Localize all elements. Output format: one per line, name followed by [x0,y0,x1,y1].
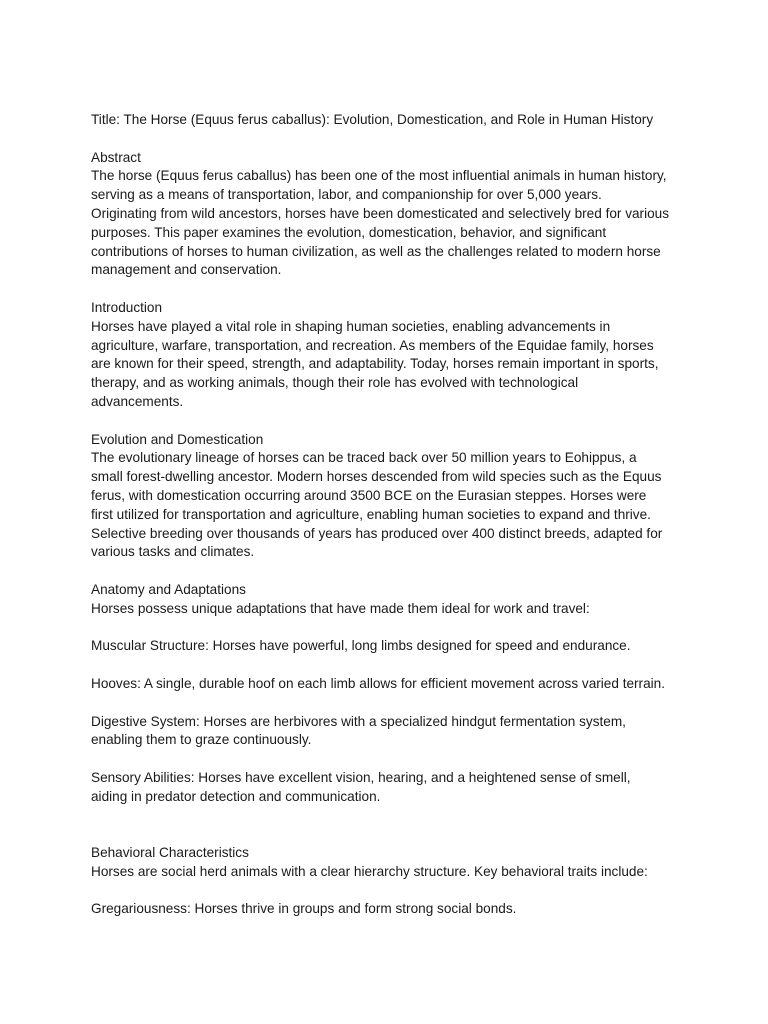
abstract-heading: Abstract [91,149,141,165]
document-title: Title: The Horse (Equus ferus caballus): Evolution, Domestication, and Role in Human History [91,112,654,127]
anatomy-muscular-item: Muscular Structure: Horses have powerful, long limbs designed for speed and endurance. [91,638,631,654]
anatomy-digestive-item: enabling them to graze continuously. [91,732,312,748]
anatomy-sensory-item: aiding in predator detection and communication. [91,788,381,804]
anatomy-heading: Anatomy and Adaptations [91,581,246,597]
anatomy-sensory-item: Sensory Abilities: Horses have excellent vision, hearing, and a heightened sense of smell, [91,769,631,785]
introduction-line: are known for their speed, strength, and adaptability. Today, horses remain important in sports, [91,356,659,372]
behavior-gregariousness-item: Gregariousness: Horses thrive in groups and form strong social bonds. [91,901,517,917]
document-page [91,111,701,919]
abstract-line: contributions of horses to human civilization, as well as the challenges related to modern horse [91,243,661,259]
abstract-line: serving as a means of transportation, labor, and companionship for over 5,000 years. [91,187,602,203]
evolution-line: The evolutionary lineage of horses can be traced back over 50 million years to Eohippus, a [91,450,637,466]
evolution-line: first utilized for transportation and agriculture, enabling human societies to expand and thrive. [91,506,651,522]
introduction-line: therapy, and as working animals, though their role has evolved with technological [91,375,579,391]
introduction-line: advancements. [91,393,184,409]
evolution-line: small forest-dwelling ancestor. Modern horses descended from wild species such as the Equus [91,469,662,485]
behavior-intro: Horses are social herd animals with a clear hierarchy structure. Key behavioral traits include: [91,863,648,879]
anatomy-digestive-item: Digestive System: Horses are herbivores with a specialized hindgut fermentation system, [91,713,626,729]
anatomy-hooves-item: Hooves: A single, durable hoof on each limb allows for efficient movement across varied terrain. [91,675,666,691]
evolution-line: ferus, with domestication occurring around 3500 BCE on the Eurasian steppes. Horses were [91,487,647,503]
abstract-line: Originating from wild ancestors, horses have been domesticated and selectively bred for various [91,205,670,221]
evolution-line: Selective breeding over thousands of years has produced over 400 distinct breeds, adapted for [91,525,663,541]
abstract-line: management and conservation. [91,262,282,278]
anatomy-intro: Horses possess unique adaptations that have made them ideal for work and travel: [91,600,590,616]
introduction-line: Horses have played a vital role in shaping human societies, enabling advancements in [91,318,611,334]
evolution-line: various tasks and climates. [91,544,255,560]
evolution-heading: Evolution and Domestication [91,431,264,447]
abstract-line: purposes. This paper examines the evolution, domestication, behavior, and significant [91,224,607,240]
introduction-line: agriculture, warfare, transportation, and recreation. As members of the Equidae family, horses [91,337,654,353]
introduction-heading: Introduction [91,299,163,315]
abstract-line: The horse (Equus ferus caballus) has been one of the most influential animals in human history, [91,168,667,184]
behavior-heading: Behavioral Characteristics [91,845,249,861]
